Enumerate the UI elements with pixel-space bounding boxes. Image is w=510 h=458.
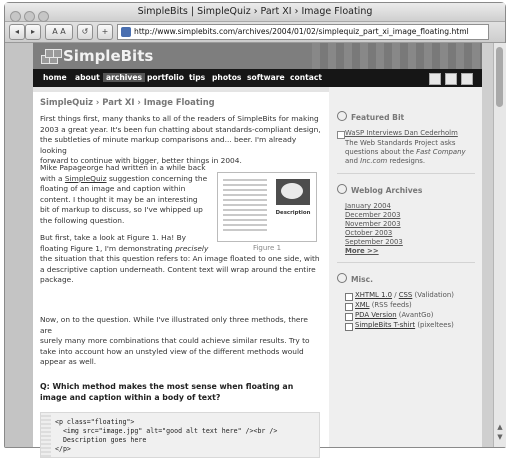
web-page: [33, 43, 482, 453]
nav-about[interactable]: about: [75, 73, 100, 82]
figure-caption: Figure 1: [252, 244, 282, 252]
tshirt-link[interactable]: SimpleBits T-shirt: [355, 321, 416, 329]
vertical-scrollbar[interactable]: [493, 43, 506, 447]
masthead-pattern: [312, 43, 482, 69]
xhtml-link[interactable]: XHTML 1.0: [355, 291, 393, 299]
archives-icon: [337, 184, 347, 194]
web-content: [5, 43, 505, 453]
quiz-question: Q: Which method makes the most sense when floating an image and caption within a body of text?: [40, 382, 294, 402]
featured-text-1: The Web Standards Project asks: [345, 139, 456, 147]
forward-button[interactable]: ▸: [25, 24, 41, 40]
misc-item-tshirt: SimpleBits T-shirt (pixeltees): [355, 321, 454, 329]
text-size-large-button[interactable]: [461, 73, 473, 85]
title-bar: [5, 3, 505, 22]
masthead: [33, 43, 482, 69]
scroll-down-arrow-icon[interactable]: ▼: [497, 433, 503, 441]
article: [40, 97, 322, 453]
featured-text-2: questions about the Fast Company: [345, 148, 466, 156]
figure-1-image: [217, 172, 317, 242]
archive-link-sep-2003[interactable]: September 2003: [345, 238, 403, 246]
address-bar[interactable]: [117, 24, 489, 40]
archive-link-nov-2003[interactable]: November 2003: [345, 220, 401, 228]
misc-check-icon: [345, 293, 353, 301]
featured-link[interactable]: WaSP Interviews Dan Cederholm: [345, 129, 458, 137]
misc-item-pda: PDA Version (AvantGo): [355, 311, 434, 319]
misc-shirt-icon: [345, 323, 353, 331]
paragraph-methods: Now, on to the question. While I've illustrated only three methods, there are surely many more combinations that could achieve similar results. Try to take into account how an unstyled view of the different methods would appear as well.: [40, 315, 310, 367]
sidebar: [329, 87, 482, 447]
add-bookmark-button[interactable]: +: [97, 24, 113, 40]
paragraph-question-origin: Mike Papageorge had written in a while back with a SimpleQuiz suggestion concerning the floating of an image and caption within content. I thought it may be an interesting bit of markup to discuss, so I've whipped up the following question.: [40, 163, 208, 225]
featured-bullet-icon: [337, 131, 345, 139]
paragraph-figure-demo: But first, take a look at Figure 1. Ha! By floating Figure 1, I'm demonstrating precisely the situation that this question refers to: An image floated to one side, with a descriptive caption underneath. Content text will wrap around the entire package.: [40, 233, 320, 285]
featured-heading: Featured Bit: [337, 111, 404, 122]
reload-button[interactable]: ↺: [77, 24, 93, 40]
css-link[interactable]: CSS: [398, 291, 413, 299]
page-title: SimpleQuiz › Part XI › Image Floating: [40, 97, 215, 107]
misc-heading: Misc.: [337, 273, 373, 284]
figure-inner-description: Description: [275, 210, 311, 216]
nav-software[interactable]: software: [247, 73, 285, 82]
address-text: http://www.simplebits.com/archives/2004/01/02/simplequiz_part_xi_image_floating.html: [134, 27, 469, 36]
window-title: SimpleBits | SimpleQuiz › Part XI › Image Floating: [137, 6, 373, 17]
nav-tips[interactable]: tips: [189, 73, 206, 82]
nav-home[interactable]: home: [43, 73, 67, 82]
site-favicon-icon: [121, 27, 131, 37]
archive-link-jan-2004[interactable]: January 2004: [345, 202, 391, 210]
main-nav: [33, 69, 482, 87]
misc-feed-icon: [345, 303, 353, 311]
browser-toolbar: [5, 22, 505, 43]
xml-link[interactable]: XML: [355, 301, 370, 309]
back-button[interactable]: ◂: [9, 24, 25, 40]
paragraph-intro: First things first, many thanks to all of the readers of SimpleBits for making 2003 a great year. It's been fun chatting about standards-compliant design, the subtleties of minute markup comparisons and... beer. I'm already looking forward to continue with bigger, better things in 2004.: [40, 114, 321, 166]
archive-link-dec-2003[interactable]: December 2003: [345, 211, 401, 219]
code-sample: <p class="floating"> <img src="image.jpg" alt="good alt text here" /><br /> Description goes here </p>: [40, 412, 320, 458]
misc-item-validation: XHTML 1.0 / CSS (Validation): [355, 291, 454, 299]
misc-pda-icon: [345, 313, 353, 321]
misc-item-rss: XML (RSS feeds): [355, 301, 412, 309]
featured-text-3: and Inc.com redesigns.: [345, 157, 426, 165]
archive-link-oct-2003[interactable]: October 2003: [345, 229, 393, 237]
nav-archives[interactable]: archives: [103, 73, 145, 82]
nav-photos[interactable]: photos: [212, 73, 242, 82]
misc-icon: [337, 273, 347, 283]
simplequiz-link[interactable]: SimpleQuiz: [64, 173, 107, 183]
archive-more-link[interactable]: More >>: [345, 247, 379, 255]
text-size-small-button[interactable]: [429, 73, 441, 85]
nav-portfolio[interactable]: portfolio: [147, 73, 184, 82]
page-gutter: [5, 43, 33, 447]
featured-icon: [337, 111, 347, 121]
archives-heading: Weblog Archives: [337, 184, 422, 195]
scroll-up-arrow-icon[interactable]: ▲: [497, 423, 503, 431]
text-size-button[interactable]: A A: [45, 24, 73, 40]
site-logo[interactable]: SimpleBits: [63, 47, 154, 65]
code-marker: [41, 413, 51, 457]
scrollbar-thumb[interactable]: [496, 47, 503, 107]
nav-contact[interactable]: contact: [290, 73, 323, 82]
pda-version-link[interactable]: PDA Version: [355, 311, 397, 319]
text-size-medium-button[interactable]: [445, 73, 457, 85]
browser-window: [4, 2, 506, 453]
